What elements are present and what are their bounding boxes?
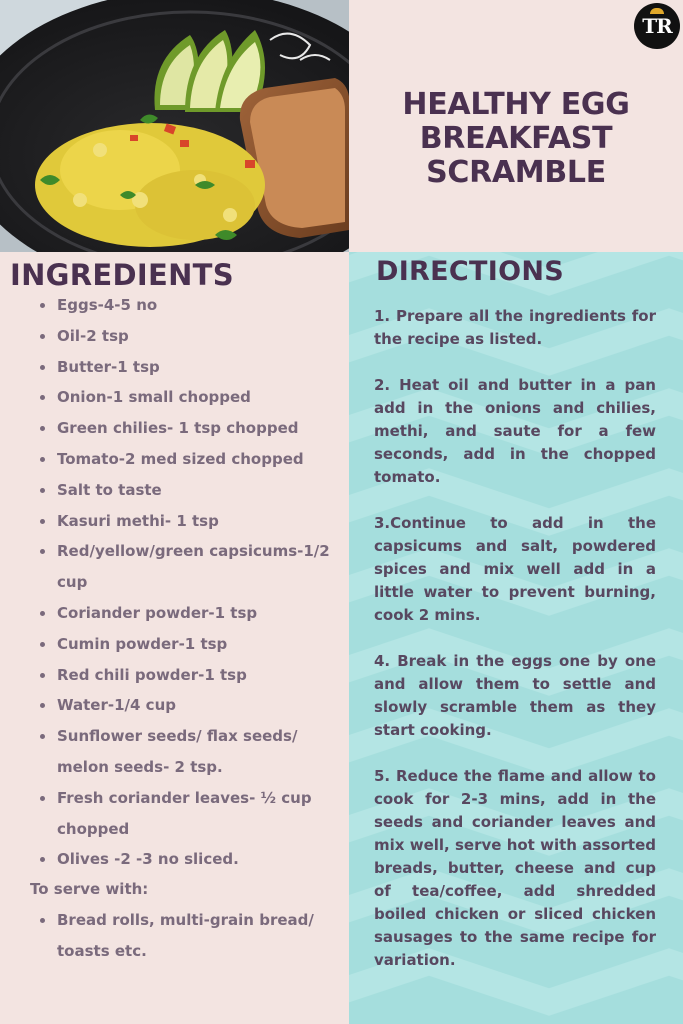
direction-step: 1. Prepare all the ingredients for the recipe as listed.	[374, 307, 656, 348]
ingredient-item: Tomato-2 med sized chopped	[0, 444, 349, 475]
tr-logo[interactable]	[634, 3, 680, 49]
direction-step: 2. Heat oil and butter in a pan add in the onions and chilies, methi, and saute for a few seconds, add in the chopped tomato.	[374, 376, 656, 486]
directions-panel	[349, 252, 683, 1024]
ingredient-item: Kasuri methi- 1 tsp	[0, 506, 349, 537]
ingredient-item: Sunflower seeds/ flax seeds/ melon seeds- 2 tsp.	[0, 721, 349, 783]
directions-steps	[374, 305, 656, 995]
serve-item: Bread rolls, multi-grain bread/ toasts etc.	[0, 905, 349, 967]
title-area	[349, 0, 683, 252]
ingredient-item: Red chili powder-1 tsp	[0, 660, 349, 691]
ingredient-item: Fresh coriander leaves- ½ cup chopped	[0, 783, 349, 845]
directions-heading: DIRECTIONS	[376, 256, 564, 287]
ingredient-item: Oil-2 tsp	[0, 321, 349, 352]
food-photo-icon	[0, 0, 349, 252]
direction-step: 5. Reduce the flame and allow to cook for 2-3 mins, add in the seeds and coriander leaves and mix well, serve hot with assorted breads, butter, cheese and cup of tea/coffee, add shredded boiled chicken or sliced chicken sausages to the same recipe for variation.	[374, 767, 656, 969]
ingredient-item: Salt to taste	[0, 475, 349, 506]
ingredients-heading: INGREDIENTS	[10, 258, 234, 292]
ingredient-item: Cumin powder-1 tsp	[0, 629, 349, 660]
ingredient-item: Eggs-4-5 no	[0, 290, 349, 321]
serve-with-label: To serve with:	[30, 880, 149, 898]
ingredient-item: Onion-1 small chopped	[0, 382, 349, 413]
ingredient-item: Green chilies- 1 tsp chopped	[0, 413, 349, 444]
ingredient-item: Water-1/4 cup	[0, 690, 349, 721]
recipe-title	[349, 88, 683, 190]
ingredients-list	[0, 290, 349, 875]
logo-text: TR	[642, 14, 672, 38]
ingredient-item: Butter-1 tsp	[0, 352, 349, 383]
ingredient-item: Coriander powder-1 tsp	[0, 598, 349, 629]
direction-step: 4. Break in the eggs one by one and allow them to settle and slowly scramble them as they start cooking.	[374, 652, 656, 739]
recipe-title-text: HEALTHY EGG BREAKFAST SCRAMBLE	[402, 87, 630, 190]
ingredient-item: Red/yellow/green capsicums-1/2 cup	[0, 536, 349, 598]
direction-step: 3.Continue to add in the capsicums and salt, powdered spices and mix well add in a little water to prevent burning, cook 2 mins.	[374, 514, 656, 624]
ingredients-panel	[0, 252, 349, 1024]
serve-with-list	[0, 905, 349, 967]
sun-icon	[650, 8, 664, 14]
recipe-photo	[0, 0, 349, 252]
ingredient-item: Olives -2 -3 no sliced.	[0, 844, 349, 875]
